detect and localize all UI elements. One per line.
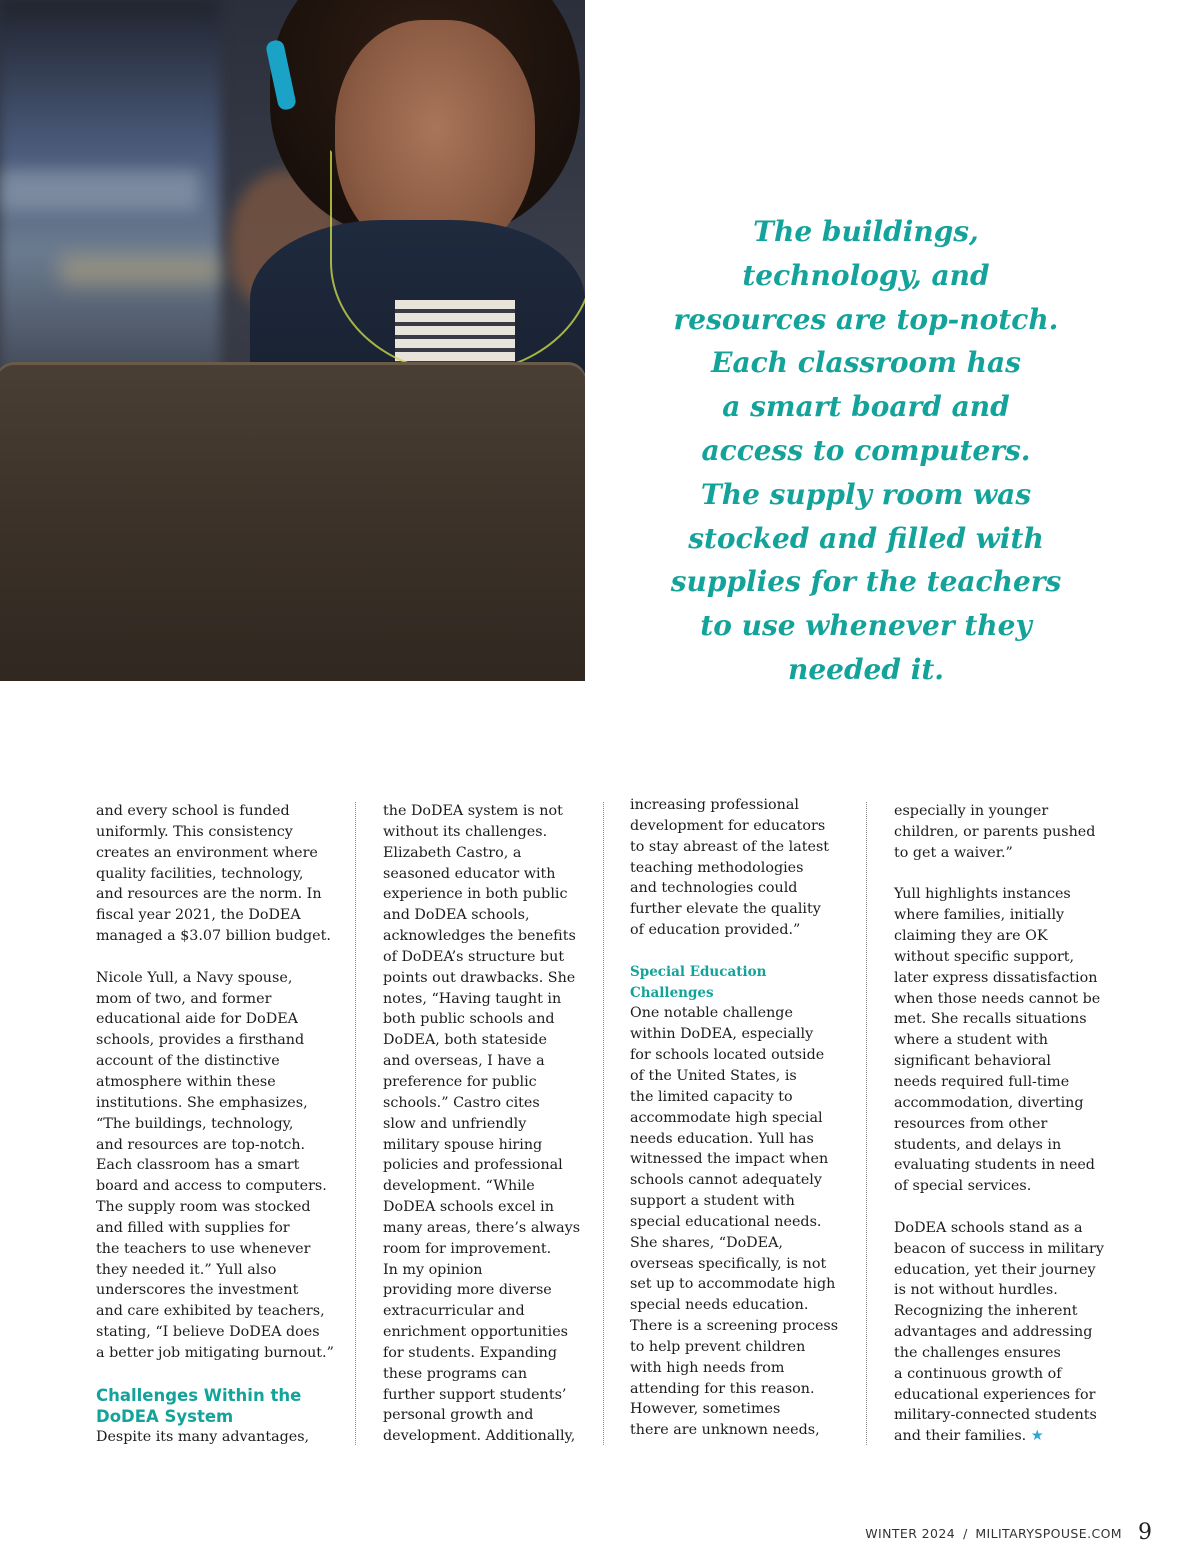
text-line: with high needs from (630, 1359, 785, 1376)
text-line: uniformly. This consistency (96, 823, 293, 840)
text-line: advantages and addressing (894, 1324, 1093, 1341)
paragraph (96, 801, 334, 947)
photo-laptop (0, 362, 585, 681)
text-line: further elevate the quality (630, 901, 821, 918)
photo-earphone-cord (330, 150, 585, 374)
text-line: of DoDEA’s structure but (383, 948, 565, 965)
text-line: educational aide for DoDEA (96, 1011, 298, 1028)
text-line: needs required full-time (894, 1073, 1070, 1090)
article-column-3 (630, 795, 838, 1441)
text-line: military-connected students (894, 1407, 1097, 1424)
text-line: fiscal year 2021, the DoDEA (96, 907, 301, 924)
photo-background-shelf (0, 170, 200, 210)
text-line: to help prevent children (630, 1338, 806, 1355)
text-line: and overseas, I have a (383, 1053, 545, 1070)
text-line: room for improvement. (383, 1240, 552, 1257)
text-line: seasoned educator with (383, 865, 556, 882)
text-line: they needed it.” Yull also (96, 1261, 277, 1278)
text-line: a better job mitigating burnout.” (96, 1344, 334, 1361)
text-line: providing more diverse (383, 1282, 552, 1299)
text-line: and resources are the norm. In (96, 886, 322, 903)
text-line: the DoDEA system is not (383, 803, 563, 819)
text-line: to get a waiver.” (894, 844, 1013, 861)
text-line: military spouse hiring (383, 1136, 543, 1153)
text-line: One notable challenge (630, 1005, 793, 1022)
paragraph (630, 795, 838, 941)
text-line: and care exhibited by teachers, (96, 1303, 325, 1320)
text-line: without specific support, (894, 948, 1075, 965)
text-line: for students. Expanding (383, 1344, 558, 1361)
text-line: education, yet their journey (894, 1261, 1096, 1278)
page-number: 9 (1138, 1520, 1152, 1545)
heading-line: DoDEA System (96, 1406, 234, 1426)
heading-line: Challenges (630, 984, 714, 1001)
text-line: mom of two, and former (96, 990, 272, 1007)
section-heading (96, 1385, 334, 1427)
text-line: policies and professional (383, 1157, 563, 1174)
text-line: schools cannot adequately (630, 1172, 822, 1189)
text-line: teaching methodologies (630, 859, 804, 876)
photo-background (0, 0, 220, 420)
photo-background-shelf (60, 255, 220, 285)
text-line: personal growth and (383, 1407, 534, 1424)
text-line: acknowledges the benefits (383, 928, 576, 945)
paragraph (630, 1003, 838, 1441)
text-line: is not without hurdles. (894, 1282, 1058, 1299)
text-line: Each classroom has a smart (96, 1157, 300, 1174)
text-line: set up to accommodate high (630, 1276, 836, 1293)
text-line: the teachers to use whenever (96, 1240, 311, 1257)
heading-line: Challenges Within the (96, 1385, 302, 1405)
text-line: managed a $3.07 billion budget. (96, 928, 331, 945)
article-column-4 (894, 801, 1104, 1447)
text-line: significant behavioral (894, 1053, 1051, 1070)
text-line: overseas specifically, is not (630, 1255, 827, 1272)
pull-quote-line: access to computers. (701, 433, 1031, 467)
text-line: evaluating students in need (894, 1157, 1095, 1174)
paragraph (894, 801, 1104, 864)
text-line: schools.” Castro cites (383, 1094, 540, 1111)
text-line: The supply room was stocked (96, 1199, 311, 1216)
text-line: the challenges ensures (894, 1344, 1061, 1361)
text-line: DoDEA, both stateside (383, 1032, 547, 1049)
text-line: these programs can (383, 1365, 528, 1382)
text-line: educational experiences for (894, 1386, 1096, 1403)
text-line: underscores the investment (96, 1282, 299, 1299)
text-line: creates an environment where (96, 844, 318, 861)
text-line: and every school is funded (96, 803, 290, 819)
text-line: accommodate high special (630, 1109, 823, 1126)
text-line: witnessed the impact when (630, 1151, 829, 1168)
text-line: development. Additionally, (383, 1428, 576, 1445)
text-line: DoDEA schools stand as a (894, 1219, 1083, 1236)
text-line: development for educators (630, 817, 826, 834)
text-line: the limited capacity to (630, 1088, 793, 1105)
text-line: resources from other (894, 1115, 1048, 1132)
text-line: Nicole Yull, a Navy spouse, (96, 969, 293, 986)
text-line: of the United States, is (630, 1067, 797, 1084)
column-divider (866, 802, 867, 1445)
text-line: However, sometimes (630, 1401, 781, 1418)
heading-line: Special Education (630, 963, 767, 980)
text-line: and filled with supplies for (96, 1219, 290, 1236)
text-line: DoDEA schools excel in (383, 1199, 554, 1216)
pull-quote-line: technology, and (742, 258, 990, 292)
text-line: increasing professional (630, 797, 799, 813)
text-line: of special services. (894, 1178, 1032, 1195)
paragraph (96, 968, 334, 1364)
pull-quote-line: Each classroom has (711, 346, 1021, 380)
text-line: attending for this reason. (630, 1380, 815, 1397)
column-divider (355, 802, 356, 1445)
text-line: account of the distinctive (96, 1053, 280, 1070)
paragraph (96, 1427, 334, 1448)
text-line: stating, “I believe DoDEA does (96, 1324, 320, 1341)
end-mark-star-icon: ★ (1030, 1428, 1044, 1445)
text-line: a continuous growth of (894, 1365, 1062, 1382)
text-line: claiming they are OK (894, 928, 1048, 945)
text-line: and their families. ★ (894, 1428, 1044, 1445)
text-line: special educational needs. (630, 1213, 822, 1230)
text-line: notes, “Having taught in (383, 990, 562, 1007)
text-line: without its challenges. (383, 823, 548, 840)
text-line: “The buildings, technology, (96, 1115, 294, 1132)
text-line: She shares, “DoDEA, (630, 1234, 783, 1251)
page-footer (865, 1520, 1152, 1545)
text-line: and DoDEA schools, (383, 907, 530, 924)
text-line: especially in younger (894, 803, 1049, 819)
text-line: In my opinion (383, 1261, 483, 1278)
article-column-2 (383, 801, 580, 1447)
issue-label: WINTER 2024 (865, 1526, 956, 1541)
pull-quote (640, 210, 1092, 692)
paragraph (894, 1218, 1104, 1447)
text-line: development. “While (383, 1178, 535, 1195)
text-line: to stay abreast of the latest (630, 838, 830, 855)
text-line: Despite its many advantages, (96, 1428, 310, 1445)
text-line: when those needs cannot be (894, 990, 1101, 1007)
website-label: MILITARYSPOUSE.COM (975, 1526, 1122, 1541)
text-line: experience in both public (383, 886, 568, 903)
text-line: support a student with (630, 1193, 795, 1210)
text-line: Recognizing the inherent (894, 1303, 1078, 1320)
section-heading (630, 962, 838, 1004)
text-line: special needs education. (630, 1297, 809, 1314)
text-line: preference for public (383, 1073, 537, 1090)
pull-quote-line: stocked and filled with (688, 521, 1044, 555)
text-line: schools, provides a firsthand (96, 1032, 305, 1049)
text-line: Yull highlights instances (894, 886, 1071, 903)
text-line: many areas, there’s always (383, 1219, 581, 1236)
text-line: further support students’ (383, 1386, 567, 1403)
text-line: There is a screening process (630, 1318, 839, 1335)
text-line: for schools located outside (630, 1047, 825, 1064)
text-line: there are unknown needs, (630, 1422, 820, 1439)
text-line: accommodation, diverting (894, 1094, 1084, 1111)
text-line: where families, initially (894, 907, 1065, 924)
column-divider (603, 802, 604, 1445)
text-line: institutions. She emphasizes, (96, 1094, 308, 1111)
footer-separator: / (963, 1526, 968, 1541)
text-line: beacon of success in military (894, 1240, 1104, 1257)
text-line: students, and delays in (894, 1136, 1062, 1153)
text-line: of education provided.” (630, 922, 801, 939)
text-line: children, or parents pushed (894, 823, 1096, 840)
text-line: and resources are top-notch. (96, 1136, 306, 1153)
photo-child-with-laptop (0, 0, 585, 681)
article-column-1 (96, 801, 334, 1447)
text-line: where a student with (894, 1032, 1048, 1049)
pull-quote-line: resources are top-notch. (673, 302, 1059, 336)
text-line: both public schools and (383, 1011, 555, 1028)
text-line: extracurricular and (383, 1303, 525, 1320)
paragraph (383, 801, 580, 1447)
text-line: Elizabeth Castro, a (383, 844, 522, 861)
text-line: board and access to computers. (96, 1178, 327, 1195)
text-line: within DoDEA, especially (630, 1026, 814, 1043)
text-line: needs education. Yull has (630, 1130, 814, 1147)
text-line: quality facilities, technology, (96, 865, 304, 882)
pull-quote-line: supplies for the teachers (670, 565, 1062, 599)
text-line: and technologies could (630, 880, 798, 897)
paragraph (894, 884, 1104, 1197)
pull-quote-line: The buildings, (753, 215, 979, 248)
text-line: slow and unfriendly (383, 1115, 527, 1132)
pull-quote-line: a smart board and (722, 390, 1010, 424)
pull-quote-line: The supply room was (700, 477, 1032, 511)
pull-quote-line: needed it. (787, 652, 945, 686)
text-line: points out drawbacks. She (383, 969, 576, 986)
text-line: later express dissatisfaction (894, 969, 1098, 986)
text-line: met. She recalls situations (894, 1011, 1087, 1028)
text-line: enrichment opportunities (383, 1324, 569, 1341)
text-line: atmosphere within these (96, 1073, 276, 1090)
pull-quote-line: to use whenever they (700, 609, 1032, 643)
